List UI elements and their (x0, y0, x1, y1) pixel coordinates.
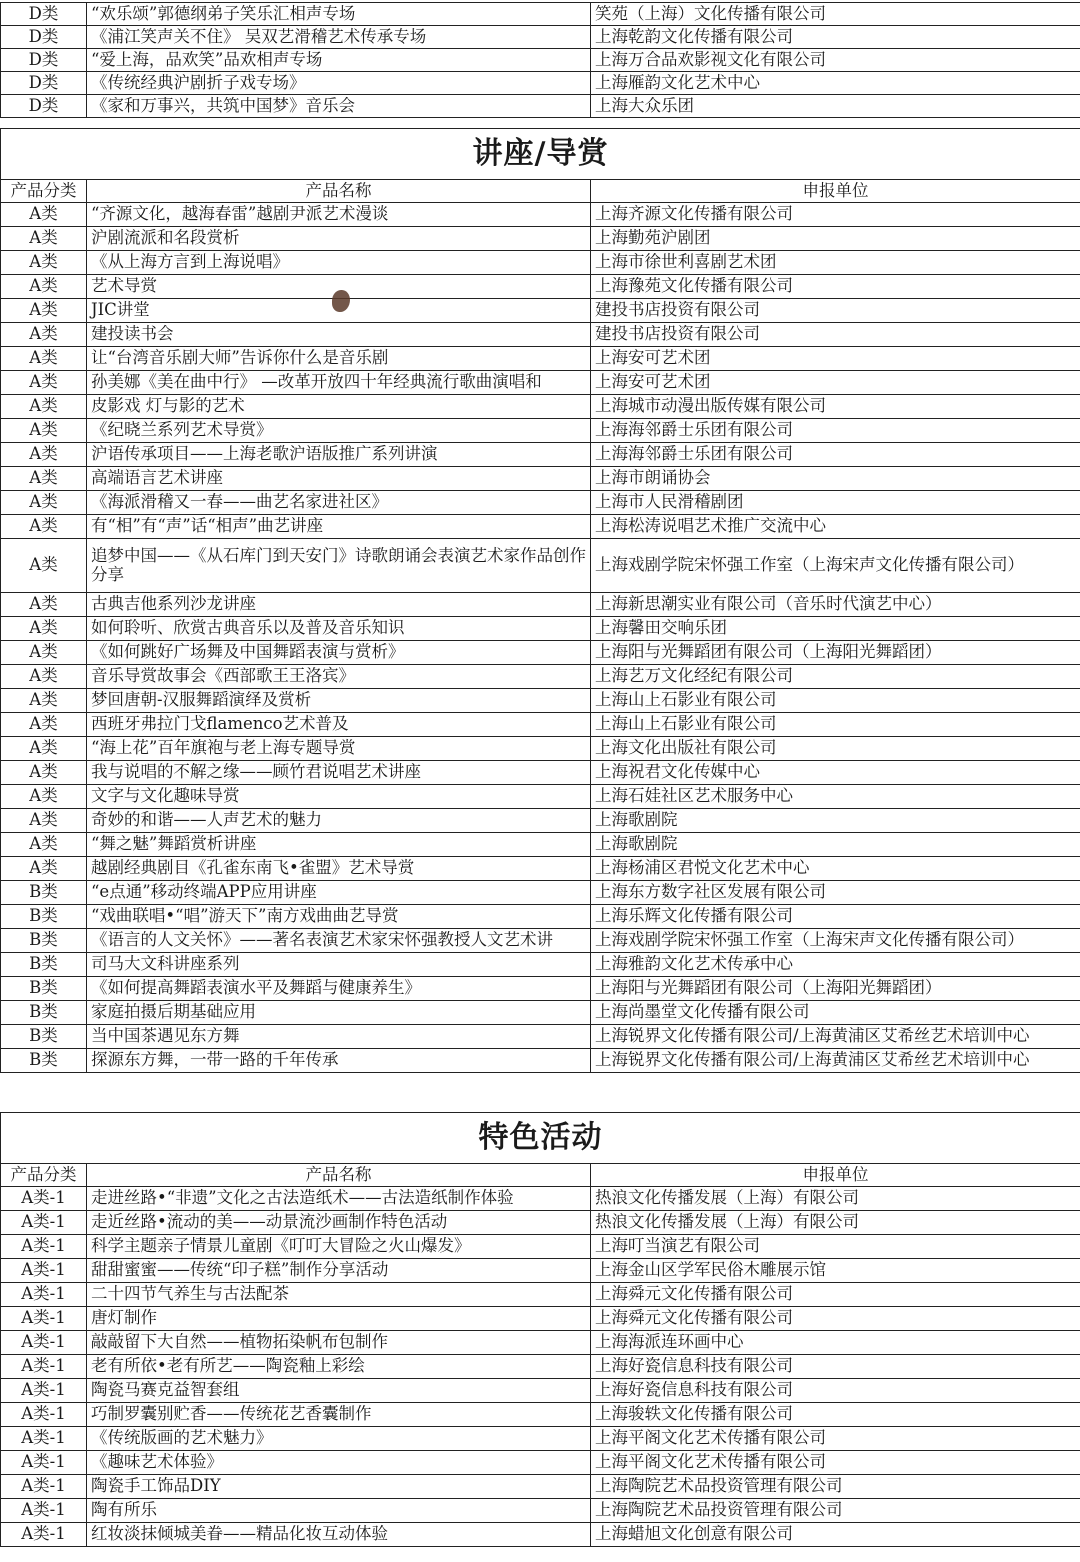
category-cell: B类 (1, 905, 87, 929)
name-cell: “舞之魅”舞蹈赏析讲座 (87, 833, 591, 857)
category-cell: A类-1 (1, 1427, 87, 1451)
category-cell: A类 (1, 617, 87, 641)
category-cell: A类 (1, 593, 87, 617)
name-cell: “海上花”百年旗袍与老上海专题导赏 (87, 737, 591, 761)
name-cell: 《纪晓兰系列艺术导赏》 (87, 419, 591, 443)
category-cell: A类 (1, 227, 87, 251)
unit-cell: 上海好瓷信息科技有限公司 (591, 1379, 1080, 1403)
name-cell: 红妆淡抹倾城美眷——精品化妆互动体验 (87, 1523, 591, 1547)
name-cell: 《海派滑稽又一春——曲艺名家进社区》 (87, 491, 591, 515)
unit-cell: 上海市徐世利喜剧艺术团 (591, 251, 1080, 275)
name-cell: 家庭拍摄后期基础应用 (87, 1001, 591, 1025)
table-row (1, 275, 1080, 299)
table-row (1, 1235, 1080, 1259)
unit-cell: 上海豫苑文化传播有限公司 (591, 275, 1080, 299)
table-row (1, 491, 1080, 515)
category-cell: B类 (1, 1049, 87, 1073)
name-cell: “爱上海，品欢笑”品欢相声专场 (87, 49, 591, 72)
table-row (1, 203, 1080, 227)
name-cell: 陶瓷马赛克益智套组 (87, 1379, 591, 1403)
table-row (1, 689, 1080, 713)
name-cell: “e点通”移动终端APP应用讲座 (87, 881, 591, 905)
table-row (1, 857, 1080, 881)
table-row (1, 515, 1080, 539)
lectures-section-title: 讲座/导赏 (1, 129, 1080, 180)
unit-cell: 上海歌剧院 (591, 833, 1080, 857)
name-cell: 《传统经典沪剧折子戏专场》 (87, 72, 591, 95)
name-cell: 老有所依•老有所艺——陶瓷釉上彩绘 (87, 1355, 591, 1379)
table-row (1, 347, 1080, 371)
table-row (1, 323, 1080, 347)
header-unit: 申报单位 (591, 1164, 1080, 1187)
category-cell: A类-1 (1, 1475, 87, 1499)
table-row (1, 1049, 1080, 1073)
table-row (1, 1307, 1080, 1331)
category-cell: D类 (1, 3, 87, 26)
category-cell: A类 (1, 785, 87, 809)
name-cell: 文字与文化趣味导赏 (87, 785, 591, 809)
activities-table (0, 1112, 1080, 1547)
name-cell: 敲敲留下大自然——植物拓染帆布包制作 (87, 1331, 591, 1355)
unit-cell: 上海金山区学军民俗木雕展示馆 (591, 1259, 1080, 1283)
table-row (1, 617, 1080, 641)
category-cell: A类 (1, 515, 87, 539)
category-cell: A类-1 (1, 1451, 87, 1475)
name-cell: 当中国茶遇见东方舞 (87, 1025, 591, 1049)
category-cell: A类 (1, 761, 87, 785)
table-row (1, 49, 1080, 72)
unit-cell: 上海舜元文化传播有限公司 (591, 1307, 1080, 1331)
name-cell: JIC讲堂 (87, 299, 591, 323)
name-cell: 我与说唱的不解之缘——顾竹君说唱艺术讲座 (87, 761, 591, 785)
lectures-table (0, 128, 1080, 1073)
name-cell: 《语言的人文关怀》——著名表演艺术家宋怀强教授人文艺术讲 (87, 929, 591, 953)
name-cell: 奇妙的和谐——人声艺术的魅力 (87, 809, 591, 833)
name-cell: 二十四节气养生与古法配茶 (87, 1283, 591, 1307)
category-cell: A类-1 (1, 1355, 87, 1379)
unit-cell: 上海城市动漫出版传媒有限公司 (591, 395, 1080, 419)
name-cell: 走近丝路•流动的美——动景流沙画制作特色活动 (87, 1211, 591, 1235)
name-cell: 《趣味艺术体验》 (87, 1451, 591, 1475)
unit-cell: 上海齐源文化传播有限公司 (591, 203, 1080, 227)
category-cell: A类 (1, 857, 87, 881)
table-row (1, 1403, 1080, 1427)
table-row (1, 1427, 1080, 1451)
category-cell: A类-1 (1, 1211, 87, 1235)
name-cell: 陶有所乐 (87, 1499, 591, 1523)
category-cell: B类 (1, 977, 87, 1001)
unit-cell: 上海好瓷信息科技有限公司 (591, 1355, 1080, 1379)
category-cell: A类 (1, 467, 87, 491)
unit-cell: 上海石娃社区艺术服务中心 (591, 785, 1080, 809)
unit-cell: 上海雁韵文化艺术中心 (591, 72, 1080, 95)
unit-cell: 上海东方数字社区发展有限公司 (591, 881, 1080, 905)
activities-header-row (1, 1164, 1080, 1187)
name-cell: 梦回唐朝-汉服舞蹈演绎及赏析 (87, 689, 591, 713)
name-cell: “齐源文化，越海春雷”越剧尹派艺术漫谈 (87, 203, 591, 227)
name-cell: 科学主题亲子情景儿童剧《叮叮大冒险之火山爆发》 (87, 1235, 591, 1259)
category-cell: B类 (1, 929, 87, 953)
table-row (1, 713, 1080, 737)
name-cell: 高端语言艺术讲座 (87, 467, 591, 491)
unit-cell: 上海锐界文化传播有限公司/上海黄浦区艾希丝艺术培训中心 (591, 1025, 1080, 1049)
unit-cell: 上海叮当演艺有限公司 (591, 1235, 1080, 1259)
unit-cell: 上海戏剧学院宋怀强工作室（上海宋声文化传播有限公司） (591, 929, 1080, 953)
category-cell: A类-1 (1, 1523, 87, 1547)
activities-section-title: 特色活动 (1, 1113, 1080, 1164)
name-cell: 《如何提高舞蹈表演水平及舞蹈与健康养生》 (87, 977, 591, 1001)
table-row (1, 929, 1080, 953)
table-row (1, 539, 1080, 593)
name-cell: 司马大文科讲座系列 (87, 953, 591, 977)
top-table (0, 2, 1080, 118)
unit-cell: 上海万合品欢影视文化有限公司 (591, 49, 1080, 72)
unit-cell: 上海舜元文化传播有限公司 (591, 1283, 1080, 1307)
table-row (1, 251, 1080, 275)
header-name: 产品名称 (87, 1164, 591, 1187)
category-cell: A类-1 (1, 1235, 87, 1259)
table-row (1, 977, 1080, 1001)
table-row (1, 833, 1080, 857)
unit-cell: 热浪文化传播发展（上海）有限公司 (591, 1211, 1080, 1235)
table-row (1, 371, 1080, 395)
unit-cell: 上海陶院艺术品投资管理有限公司 (591, 1499, 1080, 1523)
unit-cell: 上海文化出版社有限公司 (591, 737, 1080, 761)
category-cell: A类 (1, 665, 87, 689)
category-cell: A类 (1, 347, 87, 371)
name-cell: 西班牙弗拉门戈flamenco艺术普及 (87, 713, 591, 737)
category-cell: A类 (1, 809, 87, 833)
unit-cell: 上海海邻爵士乐团有限公司 (591, 419, 1080, 443)
unit-cell: 上海骏轶文化传播有限公司 (591, 1403, 1080, 1427)
name-cell: 有“相”有“声”话“相声”曲艺讲座 (87, 515, 591, 539)
unit-cell: 上海市朗诵协会 (591, 467, 1080, 491)
table-row (1, 881, 1080, 905)
table-row (1, 1259, 1080, 1283)
table-row (1, 95, 1080, 118)
name-cell: 古典吉他系列沙龙讲座 (87, 593, 591, 617)
table-row (1, 1187, 1080, 1211)
name-cell: 追梦中国——《从石库门到天安门》诗歌朗诵会表演艺术家作品创作分享 (87, 539, 591, 593)
header-unit: 申报单位 (591, 180, 1080, 203)
unit-cell: 热浪文化传播发展（上海）有限公司 (591, 1187, 1080, 1211)
unit-cell: 上海安可艺术团 (591, 347, 1080, 371)
table-row (1, 809, 1080, 833)
category-cell: A类 (1, 491, 87, 515)
table-row (1, 1001, 1080, 1025)
name-cell: 让“台湾音乐剧大师”告诉你什么是音乐剧 (87, 347, 591, 371)
unit-cell: 上海戏剧学院宋怀强工作室（上海宋声文化传播有限公司） (591, 539, 1080, 593)
unit-cell: 上海安可艺术团 (591, 371, 1080, 395)
table-row (1, 72, 1080, 95)
unit-cell: 上海市人民滑稽剧团 (591, 491, 1080, 515)
category-cell: A类 (1, 275, 87, 299)
unit-cell: 上海阳与光舞蹈团有限公司（上海阳光舞蹈团） (591, 641, 1080, 665)
category-cell: A类 (1, 371, 87, 395)
header-category: 产品分类 (1, 180, 87, 203)
name-cell: 音乐导赏故事会《西部歌王王洛宾》 (87, 665, 591, 689)
name-cell: 《浦江笑声关不住》 吴双艺滑稽艺术传承专场 (87, 26, 591, 49)
unit-cell: 上海海邻爵士乐团有限公司 (591, 443, 1080, 467)
unit-cell: 建投书店投资有限公司 (591, 323, 1080, 347)
name-cell: 甜甜蜜蜜——传统“印子糕”制作分享活动 (87, 1259, 591, 1283)
unit-cell: 上海锐界文化传播有限公司/上海黄浦区艾希丝艺术培训中心 (591, 1049, 1080, 1073)
name-cell: 《传统版画的艺术魅力》 (87, 1427, 591, 1451)
category-cell: A类 (1, 689, 87, 713)
unit-cell: 上海蜡旭文化创意有限公司 (591, 1523, 1080, 1547)
unit-cell: 上海祝君文化传媒中心 (591, 761, 1080, 785)
category-cell: D类 (1, 26, 87, 49)
name-cell: 如何聆听、欣赏古典音乐以及普及音乐知识 (87, 617, 591, 641)
category-cell: A类 (1, 299, 87, 323)
table-row (1, 26, 1080, 49)
table-row (1, 905, 1080, 929)
name-cell: 沪语传承项目——上海老歌沪语版推广系列讲演 (87, 443, 591, 467)
table-row (1, 299, 1080, 323)
category-cell: A类-1 (1, 1307, 87, 1331)
category-cell: A类 (1, 395, 87, 419)
unit-cell: 上海海派连环画中心 (591, 1331, 1080, 1355)
name-cell: 艺术导赏 (87, 275, 591, 299)
table-row (1, 761, 1080, 785)
category-cell: A类 (1, 539, 87, 593)
table-row (1, 1499, 1080, 1523)
table-row (1, 227, 1080, 251)
table-row (1, 1211, 1080, 1235)
category-cell: A类 (1, 833, 87, 857)
category-cell: A类 (1, 323, 87, 347)
unit-cell: 上海尚墨堂文化传播有限公司 (591, 1001, 1080, 1025)
top-table-body (1, 3, 1080, 118)
name-cell: 《从上海方言到上海说唱》 (87, 251, 591, 275)
name-cell: 建投读书会 (87, 323, 591, 347)
unit-cell: 上海阳与光舞蹈团有限公司（上海阳光舞蹈团） (591, 977, 1080, 1001)
category-cell: A类-1 (1, 1187, 87, 1211)
unit-cell: 上海平阁文化艺术传播有限公司 (591, 1451, 1080, 1475)
category-cell: A类 (1, 737, 87, 761)
table-row (1, 1355, 1080, 1379)
name-cell: 探源东方舞，一带一路的千年传承 (87, 1049, 591, 1073)
category-cell: A类 (1, 203, 87, 227)
unit-cell: 上海松涛说唱艺术推广交流中心 (591, 515, 1080, 539)
name-cell: 走进丝路•“非遗”文化之古法造纸术——古法造纸制作体验 (87, 1187, 591, 1211)
table-row (1, 1331, 1080, 1355)
header-name: 产品名称 (87, 180, 591, 203)
name-cell: 越剧经典剧目《孔雀东南飞•雀盟》艺术导赏 (87, 857, 591, 881)
table-row (1, 3, 1080, 26)
unit-cell: 上海雅韵文化艺术传承中心 (591, 953, 1080, 977)
category-cell: D类 (1, 49, 87, 72)
name-cell: 皮影戏 灯与影的艺术 (87, 395, 591, 419)
activities-table-body (1, 1113, 1080, 1547)
category-cell: A类-1 (1, 1283, 87, 1307)
category-cell: A类-1 (1, 1331, 87, 1355)
category-cell: D类 (1, 95, 87, 118)
category-cell: B类 (1, 881, 87, 905)
unit-cell: 上海陶院艺术品投资管理有限公司 (591, 1475, 1080, 1499)
category-cell: D类 (1, 72, 87, 95)
name-cell: 沪剧流派和名段赏析 (87, 227, 591, 251)
unit-cell: 上海艺万文化经纪有限公司 (591, 665, 1080, 689)
table-row (1, 467, 1080, 491)
category-cell: A类 (1, 713, 87, 737)
unit-cell: 上海勤苑沪剧团 (591, 227, 1080, 251)
category-cell: A类 (1, 251, 87, 275)
unit-cell: 上海大众乐团 (591, 95, 1080, 118)
name-cell: 孙美娜《美在曲中行》 —改革开放四十年经典流行歌曲演唱和 (87, 371, 591, 395)
table-row (1, 785, 1080, 809)
table-row (1, 953, 1080, 977)
name-cell: 巧制罗囊别贮香——传统花艺香囊制作 (87, 1403, 591, 1427)
unit-cell: 上海乐辉文化传播有限公司 (591, 905, 1080, 929)
unit-cell: 上海乾韵文化传播有限公司 (591, 26, 1080, 49)
table-row (1, 419, 1080, 443)
table-row (1, 1283, 1080, 1307)
unit-cell: 上海馨田交响乐团 (591, 617, 1080, 641)
name-cell: 陶瓷手工饰品DIY (87, 1475, 591, 1499)
category-cell: A类 (1, 419, 87, 443)
unit-cell: 笑苑（上海）文化传播有限公司 (591, 3, 1080, 26)
category-cell: A类-1 (1, 1403, 87, 1427)
category-cell: B类 (1, 1001, 87, 1025)
table-row (1, 1025, 1080, 1049)
header-category: 产品分类 (1, 1164, 87, 1187)
name-cell: “欢乐颂”郭德纲弟子笑乐汇相声专场 (87, 3, 591, 26)
category-cell: A类-1 (1, 1499, 87, 1523)
unit-cell: 上海新思潮实业有限公司（音乐时代演艺中心） (591, 593, 1080, 617)
unit-cell: 上海山上石影业有限公司 (591, 713, 1080, 737)
name-cell: 《家和万事兴，共筑中国梦》音乐会 (87, 95, 591, 118)
table-row (1, 641, 1080, 665)
category-cell: A类 (1, 443, 87, 467)
lectures-table-body (1, 129, 1080, 1073)
table-row (1, 1523, 1080, 1547)
table-row (1, 593, 1080, 617)
table-row (1, 1475, 1080, 1499)
category-cell: A类-1 (1, 1259, 87, 1283)
table-row (1, 395, 1080, 419)
unit-cell: 建投书店投资有限公司 (591, 299, 1080, 323)
lectures-header-row (1, 180, 1080, 203)
table-row (1, 737, 1080, 761)
table-row (1, 1451, 1080, 1475)
unit-cell: 上海歌剧院 (591, 809, 1080, 833)
category-cell: B类 (1, 1025, 87, 1049)
table-row (1, 665, 1080, 689)
name-cell: 《如何跳好广场舞及中国舞蹈表演与赏析》 (87, 641, 591, 665)
table-row (1, 1379, 1080, 1403)
name-cell: “戏曲联唱•“唱”游天下”南方戏曲曲艺导赏 (87, 905, 591, 929)
category-cell: A类 (1, 641, 87, 665)
table-row (1, 443, 1080, 467)
unit-cell: 上海平阁文化艺术传播有限公司 (591, 1427, 1080, 1451)
category-cell: A类-1 (1, 1379, 87, 1403)
name-cell: 唐灯制作 (87, 1307, 591, 1331)
unit-cell: 上海杨浦区君悦文化艺术中心 (591, 857, 1080, 881)
unit-cell: 上海山上石影业有限公司 (591, 689, 1080, 713)
category-cell: B类 (1, 953, 87, 977)
